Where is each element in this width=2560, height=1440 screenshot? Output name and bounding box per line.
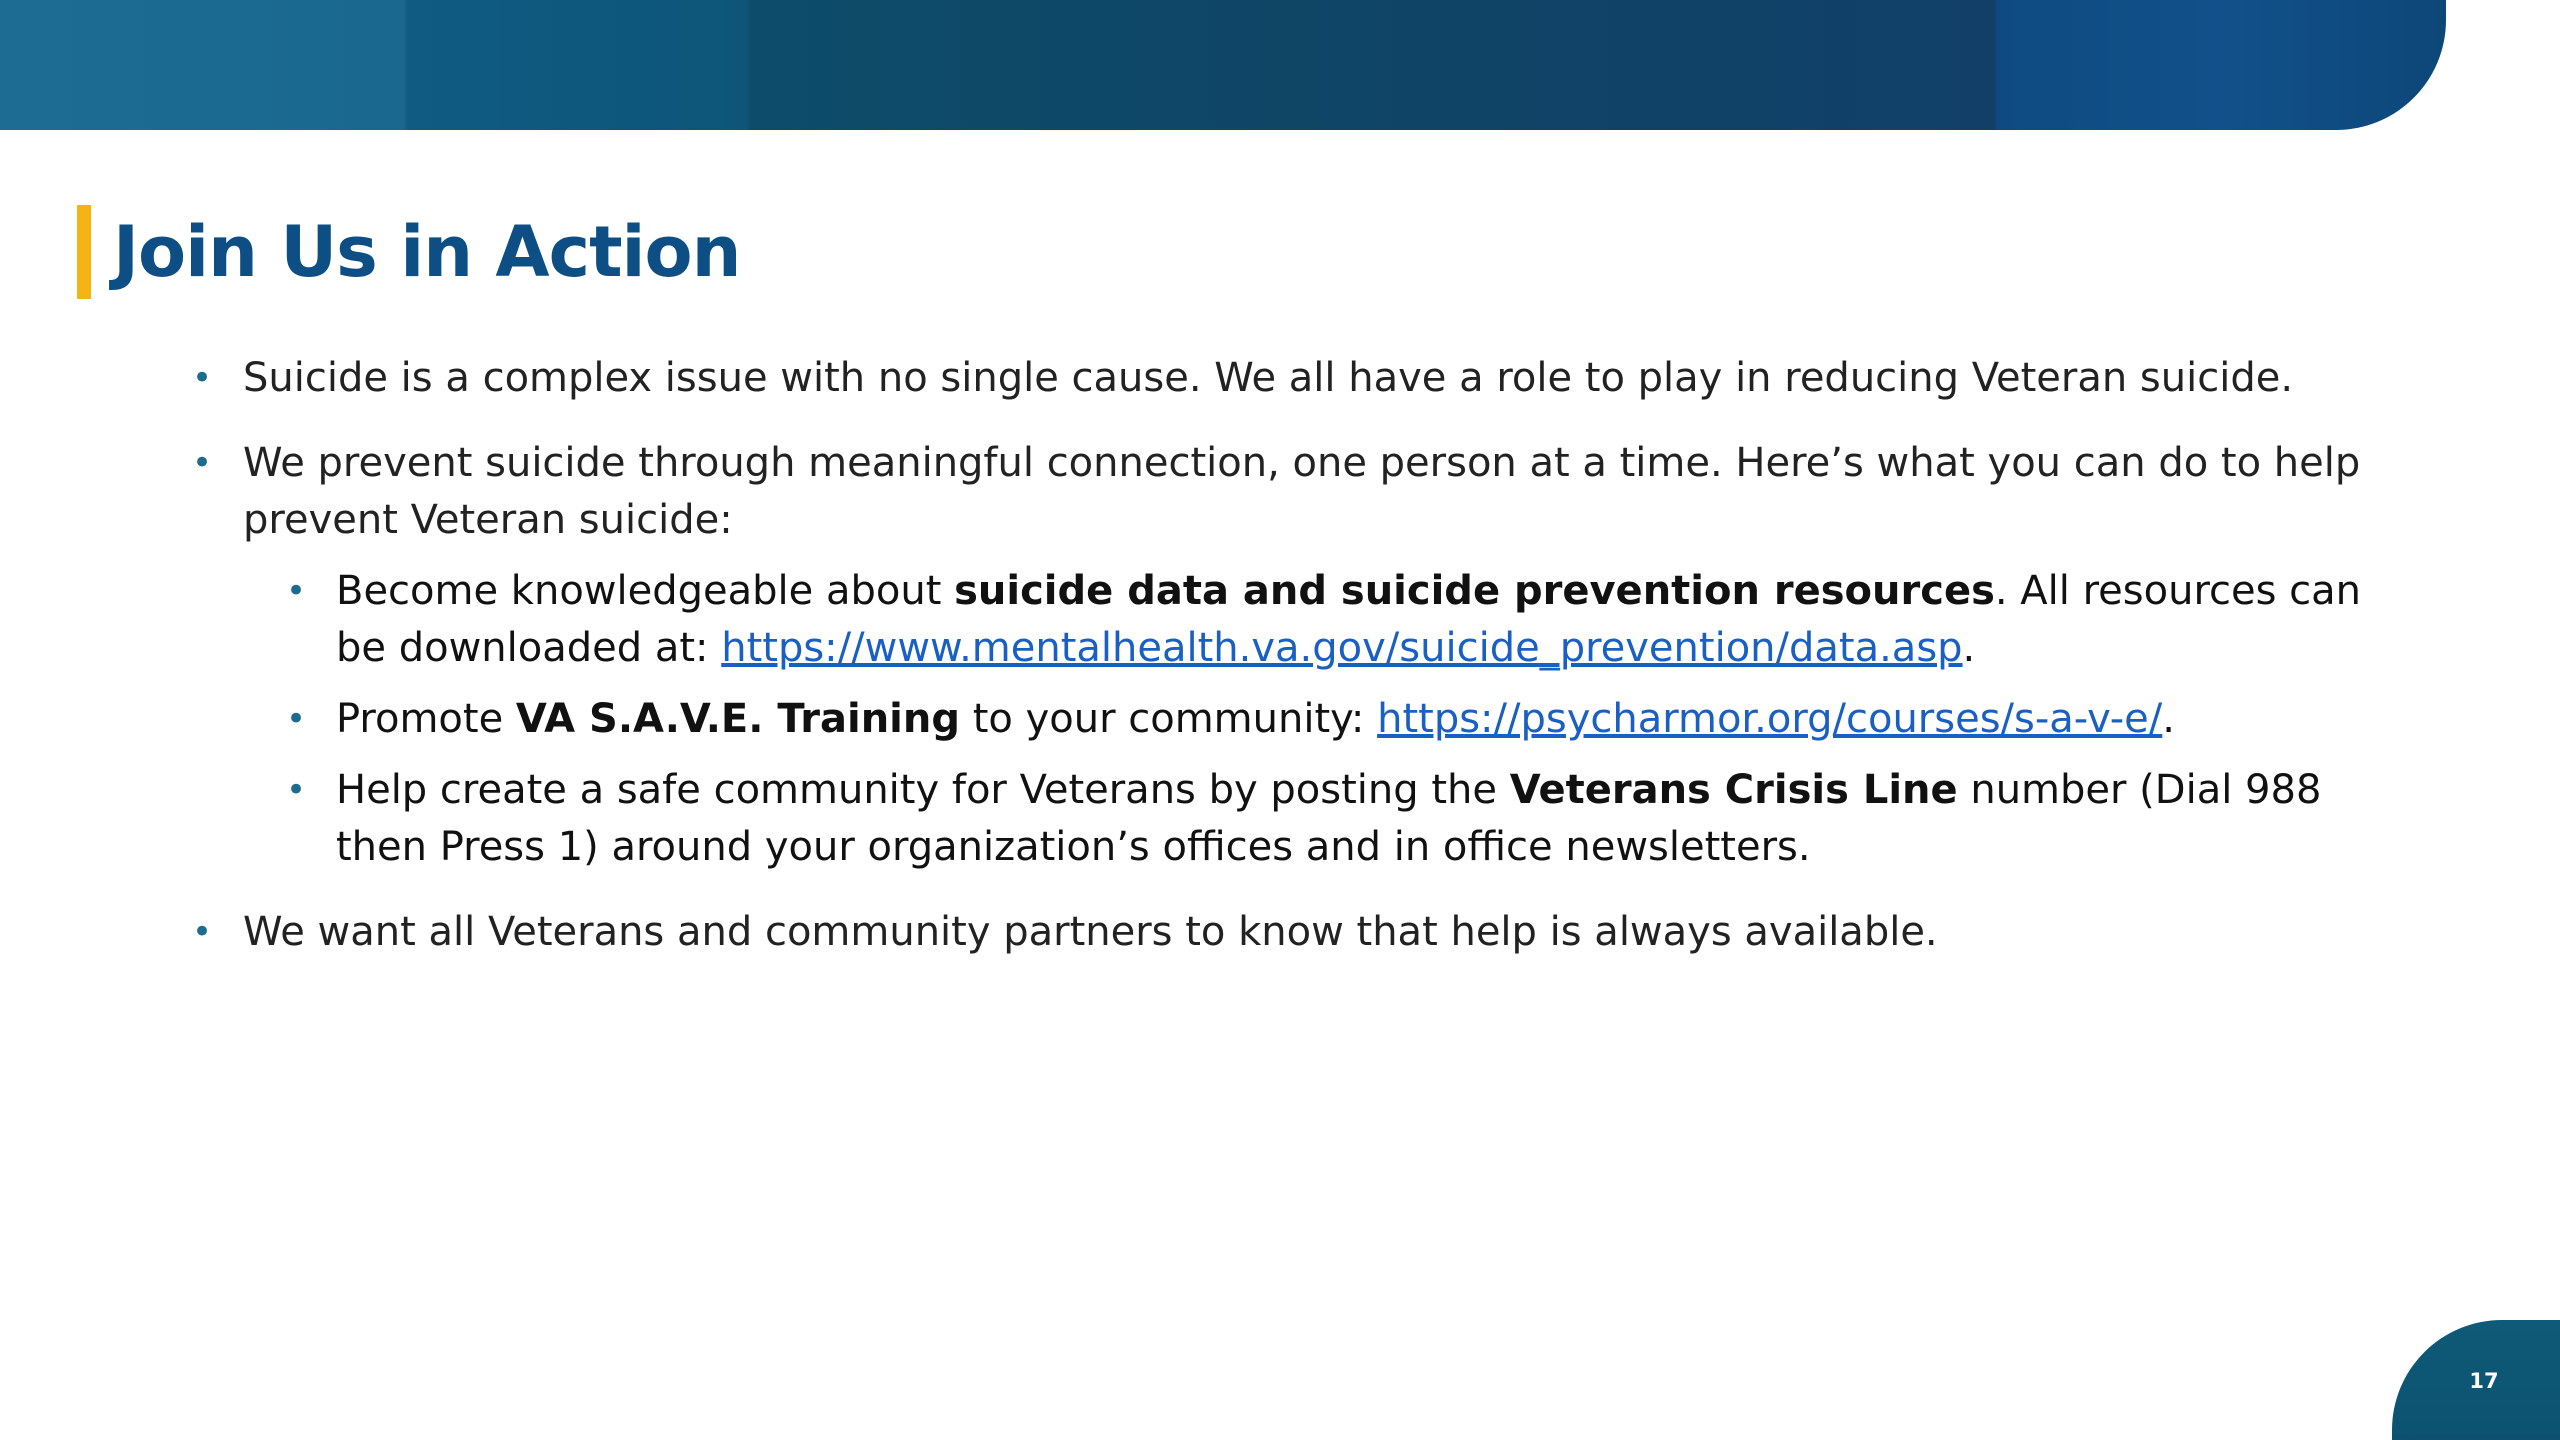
bullet-icon: • (192, 358, 213, 398)
bold-text: suicide data and suicide prevention resources (954, 568, 1995, 614)
bullet-item (190, 350, 2370, 407)
sub-bullet-item (286, 762, 2370, 876)
bullet-list (190, 350, 2370, 989)
sub-bullet-text: Help create a safe community for Veterans by posting the (336, 767, 1510, 813)
sub-bullet-text: Become knowledgeable about (336, 568, 955, 614)
bullet-text: We prevent suicide through meaningful connection, one person at a time. Here’s what you can do to help prevent Veteran suicide: (243, 440, 2361, 543)
sub-bullet-list (243, 563, 2370, 876)
bullet-icon: • (192, 912, 213, 952)
title-accent-bar (77, 205, 91, 299)
bold-text: VA S.A.V.E. Training (515, 696, 960, 742)
sub-bullet-text: . All resources can be downloaded at: (336, 568, 2362, 671)
sub-bullet-text: to your community: (960, 696, 1378, 742)
sub-bullet-text: Promote (336, 696, 516, 742)
bullet-item (190, 435, 2370, 876)
data-resources-link[interactable]: https://www.mentalhealth.va.gov/suicide_prevention/data.asp (721, 625, 1963, 671)
bullet-icon: • (286, 699, 307, 739)
bullet-text: Suicide is a complex issue with no single cause. We all have a role to play in reducing Veteran suicide. (243, 355, 2294, 401)
bullet-icon: • (286, 571, 307, 611)
sub-bullet-text: number (Dial 988 then Press 1) around your organization’s offices and in office newsletters. (336, 767, 2322, 870)
title-block (77, 205, 740, 299)
slide-title: Join Us in Action (113, 211, 741, 293)
page-number: 17 (2469, 1369, 2499, 1393)
sub-bullet-item (286, 563, 2370, 677)
bullet-text: We want all Veterans and community partners to know that help is always available. (243, 909, 1938, 955)
top-banner (0, 0, 2446, 130)
bullet-item (190, 904, 2370, 961)
sub-bullet-text: . (1962, 625, 1976, 671)
sub-bullet-text: . (2162, 696, 2175, 742)
bold-text: Veterans Crisis Line (1509, 767, 1958, 813)
bullet-icon: • (286, 770, 307, 810)
sub-bullet-item (286, 691, 2370, 748)
bullet-icon: • (192, 443, 213, 483)
save-training-link[interactable]: https://psycharmor.org/courses/s-a-v-e/ (1377, 696, 2163, 742)
